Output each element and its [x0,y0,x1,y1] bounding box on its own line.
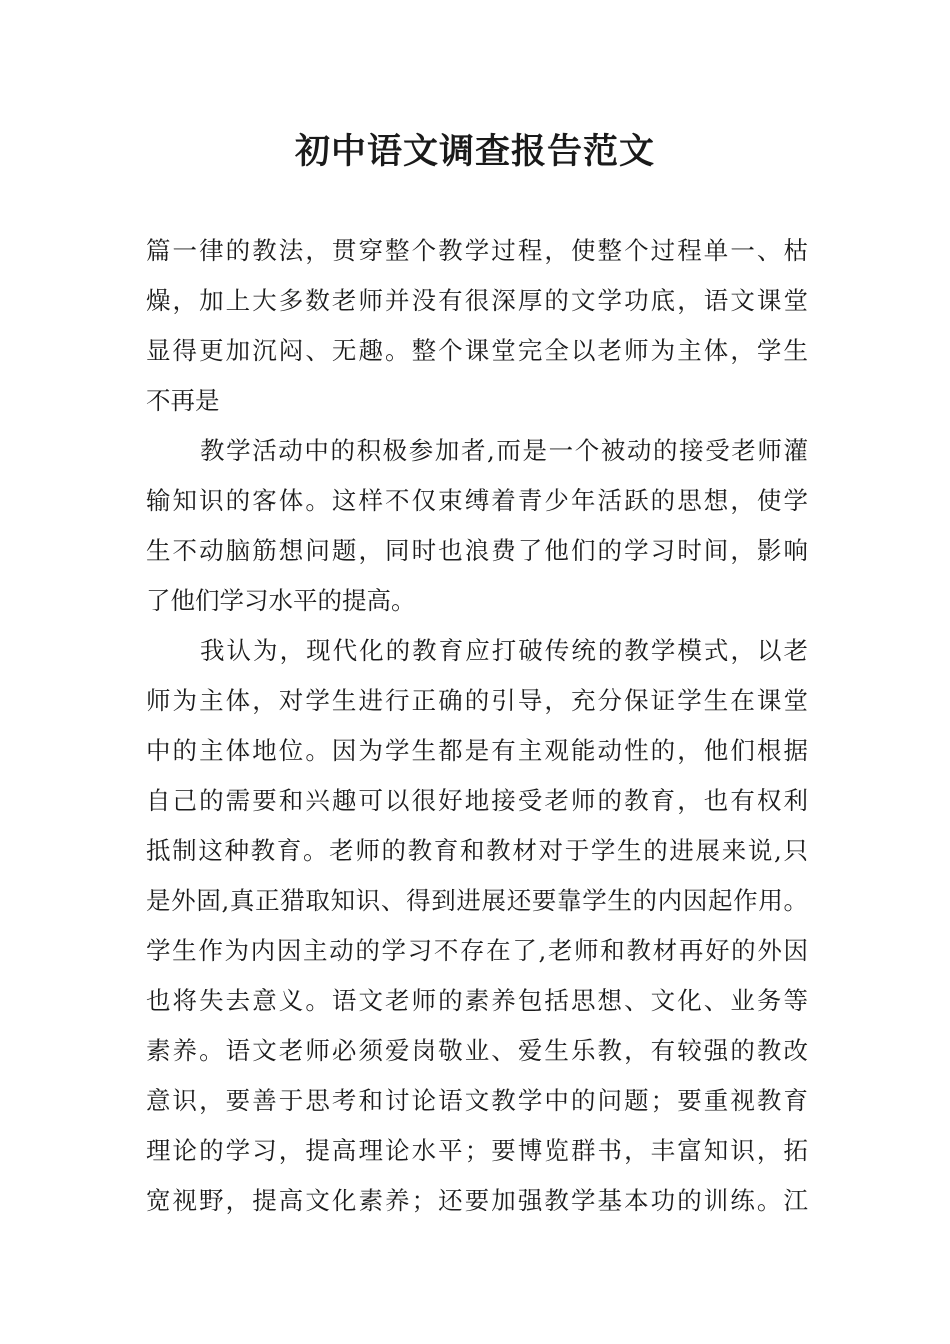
text-line: 是外固,真正猎取知识、得到进展还要靠学生的内因起作用。 [146,886,808,915]
text-line: 生不动脑筋想问题，同时也浪费了他们的学习时间，影响 [146,536,808,565]
paragraph-first-line: 教学活动中的积极参加者,而是一个被动的接受老师灌 [200,436,808,465]
document-body [146,226,808,1226]
document-title: 初中语文调查报告范文 [294,132,655,172]
text-line: 了他们学习水平的提高。 [146,586,416,615]
paragraph-first-line: 我认为，现代化的教育应打破传统的教学模式，以老 [200,636,808,665]
text-line: 不再是 [146,386,220,415]
text-line: 显得更加沉闷、无趣。整个课堂完全以老师为主体，学生 [146,336,808,365]
text-line: 意识，要善于思考和讨论语文教学中的问题；要重视教育 [146,1086,808,1115]
text-line: 输知识的客体。这样不仅束缚着青少年活跃的思想，使学 [146,486,808,515]
text-line: 也将失去意义。语文老师的素养包括思想、文化、业务等 [146,986,808,1015]
text-line: 学生作为内因主动的学习不存在了,老师和教材再好的外因 [146,936,808,965]
text-line: 燥，加上大多数老师并没有很深厚的文学功底，语文课堂 [146,286,808,315]
text-line: 篇一律的教法，贯穿整个教学过程，使整个过程单一、枯 [146,236,808,265]
text-line: 中的主体地位。因为学生都是有主观能动性的，他们根据 [146,736,808,765]
text-line: 素养。语文老师必须爱岗敬业、爱生乐教，有较强的教改 [146,1036,808,1065]
text-line: 师为主体，对学生进行正确的引导，充分保证学生在课堂 [146,686,808,715]
text-line: 理论的学习，提高理论水平；要博览群书，丰富知识，拓 [146,1136,808,1165]
text-line: 自己的需要和兴趣可以很好地接受老师的教育，也有权利 [146,786,808,815]
text-line: 宽视野，提高文化素养；还要加强教学基本功的训练。江 [146,1186,808,1215]
text-line: 抵制这种教育。老师的教育和教材对于学生的进展来说,只 [146,836,808,865]
